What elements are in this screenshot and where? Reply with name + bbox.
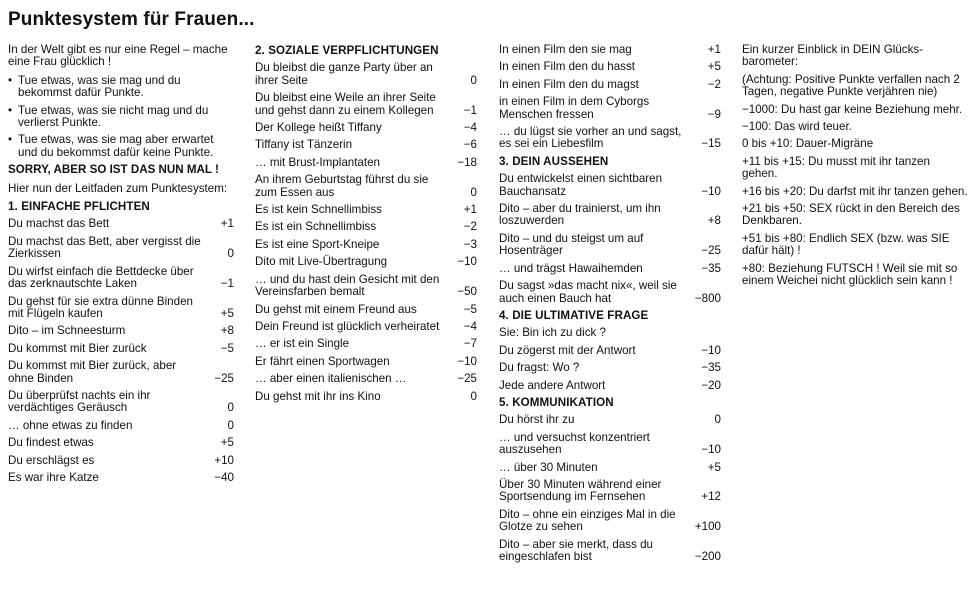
question-text: Sie: Bin ich zu dick ? [499,326,606,340]
item-label: … über 30 Minuten [499,460,598,474]
list-item [499,44,721,56]
list-item [499,539,721,564]
item-label: Dein Freund ist glücklich verheiratet [255,319,440,333]
item-label: Dito – und du steigst um auf Hosenträger [499,231,644,258]
item-label: Der Kollege heißt Tiffany [255,121,382,135]
column-4 [742,44,968,293]
barometer-line: 0 bis +10: Dauer-Migräne [742,137,874,151]
item-label: … und versuchst konzentriert auszusehen [499,430,650,457]
list-item [255,356,477,368]
item-label: Jede andere Antwort [499,378,606,392]
item-points: +5 [220,306,234,320]
item-points: −4 [463,319,477,333]
list-item [499,173,721,198]
item-label: Du bleibst die ganze Party über an ihrer Seite [255,61,433,87]
list-item [8,343,234,355]
item-points: −200 [694,550,721,563]
item-points: −10 [457,354,477,368]
item-label: In einen Film den du magst [499,77,639,91]
item-points: +8 [707,214,721,228]
list-item [8,325,234,337]
item-points: 0 [227,247,234,261]
item-points: 0 [470,73,477,87]
list-item [8,455,234,467]
item-label: Du findest etwas [8,436,94,450]
bullet-icon: • [8,103,13,117]
list-item [499,79,721,91]
item-points: −10 [701,184,721,198]
item-label: Dito – aber sie merkt, dass du eingeschlafen bist [499,537,654,563]
list-item [499,509,721,534]
item-points: −10 [457,255,477,269]
list-item [499,203,721,228]
item-points: −35 [701,261,721,275]
list-item [255,92,477,117]
item-label: Du gehst mit ihr ins Kino [255,389,381,403]
item-label: Du überprüfst nachts ein ihr verdächtiges Geräusch [8,388,151,415]
item-label: Du wirfst einfach die Bettdecke über das zerknautschte Laken [8,264,194,291]
item-points: +100 [694,520,721,534]
list-item [255,139,477,151]
list-item [8,296,234,321]
item-points: −10 [701,443,721,457]
list-item [499,233,721,258]
section-heading: 1. EINFACHE PFLICHTEN [8,200,150,214]
item-label: Er fährt einen Sportwagen [255,354,390,368]
list-item [255,122,477,134]
item-points: −10 [701,343,721,357]
barometer-note: (Achtung: Positive Punkte verfallen nach 2 Tagen, negative Punkte verjähren nie) [742,72,960,99]
item-label: In einen Film den du hasst [499,60,635,74]
item-label: … mit Brust-Implantaten [255,155,380,169]
item-label: Dito – aber du trainierst, um ihn loszuwerden [499,202,661,228]
list-item [255,321,477,333]
item-points: +1 [220,217,234,231]
item-label: Du kommst mit Bier zurück [8,341,147,355]
barometer-line: +16 bis +20: Du darfst mit ihr tanzen gehen. [742,184,968,198]
list-item [499,380,721,392]
section-2-continued-list [499,44,721,151]
list-item [255,204,477,216]
item-label: Du sagst »das macht nix«, weil sie auch einen Bauch hat [499,279,677,305]
item-label: Du entwickelst einen sichtbaren Bauchansatz [499,172,663,198]
item-points: 0 [470,389,477,403]
list-item [499,96,721,121]
list-item [8,360,234,385]
item-points: −15 [701,137,721,151]
barometer-line: +11 bis +15: Du musst mit ihr tanzen gehen. [742,154,930,181]
item-points: −40 [214,470,234,484]
list-item [499,414,721,426]
list-item [8,236,234,261]
item-label: Es ist eine Sport-Kneipe [255,237,380,251]
item-label: Du erschlägst es [8,453,95,467]
item-points: −50 [457,285,477,299]
item-points: −4 [463,121,477,135]
barometer-line: +21 bis +50: SEX rückt in den Bereich des Denkbaren. [742,202,960,228]
item-points: −20 [701,378,721,392]
list-item [499,432,721,457]
list-item [255,256,477,268]
list-item [499,61,721,73]
list-item [499,263,721,275]
item-label: Es war ihre Katze [8,470,99,484]
list-item [8,218,234,230]
item-points: −7 [463,337,477,351]
item-points: −5 [463,302,477,316]
intro-guide: Hier nun der Leitfaden zum Punktesystem: [8,181,228,195]
list-item [255,174,477,199]
item-label: Tiffany ist Tänzerin [255,138,353,152]
item-label: Du fragst: Wo ? [499,361,580,375]
intro-bullet [8,105,234,130]
item-points: +10 [214,453,234,467]
item-points: −25 [457,372,477,386]
bullet-text: Tue etwas, was sie mag aber erwartet und du bekommst dafür keine Punkte. [18,133,214,159]
barometer-line: +51 bis +80: Endlich SEX (bzw. was SIE dafür hält) ! [742,231,950,258]
list-item [255,62,477,87]
item-points: +5 [707,60,721,74]
item-points: +1 [463,203,477,217]
item-points: −1 [220,277,234,291]
barometer-title: Ein kurzer Einblick in DEIN Glücks-barometer: [742,43,924,69]
list-item [499,280,721,305]
item-label: Du zögerst mit der Antwort [499,343,636,357]
list-item [499,479,721,504]
question-row [499,327,721,339]
item-label: … er ist ein Single [255,337,350,351]
item-points: +1 [707,43,721,56]
item-label: Du kommst mit Bier zurück, aber ohne Binden [8,359,177,385]
item-points: −2 [463,220,477,234]
section-heading: 2. SOZIALE VERPFLICHTUNGEN [255,44,439,57]
item-label: Dito – im Schneesturm [8,324,126,338]
page-title: Punktesystem für Frauen... [8,9,255,30]
item-points: −9 [707,107,721,121]
item-label: … aber einen italienischen … [255,372,407,386]
section-heading: 4. DIE ULTIMATIVE FRAGE [499,308,649,322]
intro-bullet [8,134,234,159]
barometer-line: −1000: Du hast gar keine Beziehung mehr. [742,102,963,116]
intro-text: In der Welt gibt es nur eine Regel – mache eine Frau glücklich ! [8,43,228,69]
section-heading: 5. KOMMUNIKATION [499,395,614,409]
barometer-line: −100: Das wird teuer. [742,120,852,134]
item-label: Du machst das Bett, aber vergisst die Zierkissen [8,234,201,261]
bullet-text: Tue etwas, was sie mag und du bekommst dafür Punkte. [18,73,181,100]
item-points: +8 [220,324,234,338]
item-label: Dito mit Live-Übertragung [255,255,388,269]
list-item [8,420,234,432]
intro-emphasis: SORRY, ABER SO IST DAS NUN MAL ! [8,163,219,177]
item-label: in einen Film in dem Cyborgs Menschen fressen [499,95,650,121]
list-item [255,239,477,251]
list-item [8,266,234,291]
item-points: +12 [701,490,721,504]
item-points: −800 [694,291,721,305]
section-heading: 3. DEIN AUSSEHEN [499,154,609,168]
list-item [499,362,721,374]
item-points: +5 [220,436,234,450]
item-label: Dito – ohne ein einziges Mal in die Glotze zu sehen [499,507,676,534]
item-points: −25 [214,371,234,385]
list-item [8,437,234,449]
item-points: +5 [707,460,721,474]
item-label: An ihrem Geburtstag führst du sie zum Essen aus [255,173,429,199]
item-points: −18 [457,155,477,169]
item-points: 0 [470,185,477,199]
list-item [255,157,477,169]
item-label: Über 30 Minuten während einer Sportsendung im Fernsehen [499,477,662,504]
item-label: … ohne etwas zu finden [8,418,133,432]
section-2-list [255,62,477,403]
list-item [255,274,477,299]
item-points: −2 [707,77,721,91]
bullet-icon: • [8,133,13,147]
item-label: Es ist kein Schnellimbiss [255,203,382,217]
item-label: Du hörst ihr zu [499,413,575,427]
column-1 [8,44,234,489]
section-1-list [8,218,234,484]
item-label: Es ist ein Schnellimbiss [255,220,377,234]
section-5-list [499,414,721,563]
section-3-list [499,173,721,305]
list-item [8,472,234,484]
item-points: 0 [714,413,721,427]
item-points: 0 [227,418,234,432]
list-item [255,373,477,385]
bullet-icon: • [8,73,13,87]
section-4-list [499,345,721,392]
list-item [255,221,477,233]
bullet-text: Tue etwas, was sie nicht mag und du verlierst Punkte. [18,103,209,130]
list-item [255,338,477,350]
item-points: 0 [227,401,234,415]
item-points: −25 [701,244,721,258]
item-label: Du gehst mit einem Freund aus [255,302,417,316]
item-points: −35 [701,361,721,375]
item-label: In einen Film den sie mag [499,43,632,56]
item-points: −1 [463,103,477,117]
item-points: −6 [463,138,477,152]
list-item [255,304,477,316]
list-item [499,126,721,151]
item-label: Du machst das Bett [8,217,110,231]
barometer-list [742,104,968,288]
list-item [8,390,234,415]
intro-bullet [8,75,234,100]
item-label: Du bleibst eine Weile an ihrer Seite und gehst dann zu einem Kollegen [255,91,436,117]
item-label: … du lügst sie vorher an und sagst, es sei ein Liebesfilm [499,125,682,151]
item-points: −3 [463,237,477,251]
column-2 [255,44,477,408]
list-item [499,462,721,474]
list-item [255,391,477,403]
barometer-line: +80: Beziehung FUTSCH ! Weil sie mit so einem Weichei nicht glücklich sein kann ! [742,261,958,288]
column-3 [499,44,721,568]
item-label: … und du hast dein Gesicht mit den Vereinsfarben bemalt [255,272,440,299]
item-label: … und trägst Hawaihemden [499,261,643,275]
item-label: Du gehst für sie extra dünne Binden mit Flügeln kaufen [8,294,193,320]
list-item [499,345,721,357]
item-points: −5 [220,341,234,355]
